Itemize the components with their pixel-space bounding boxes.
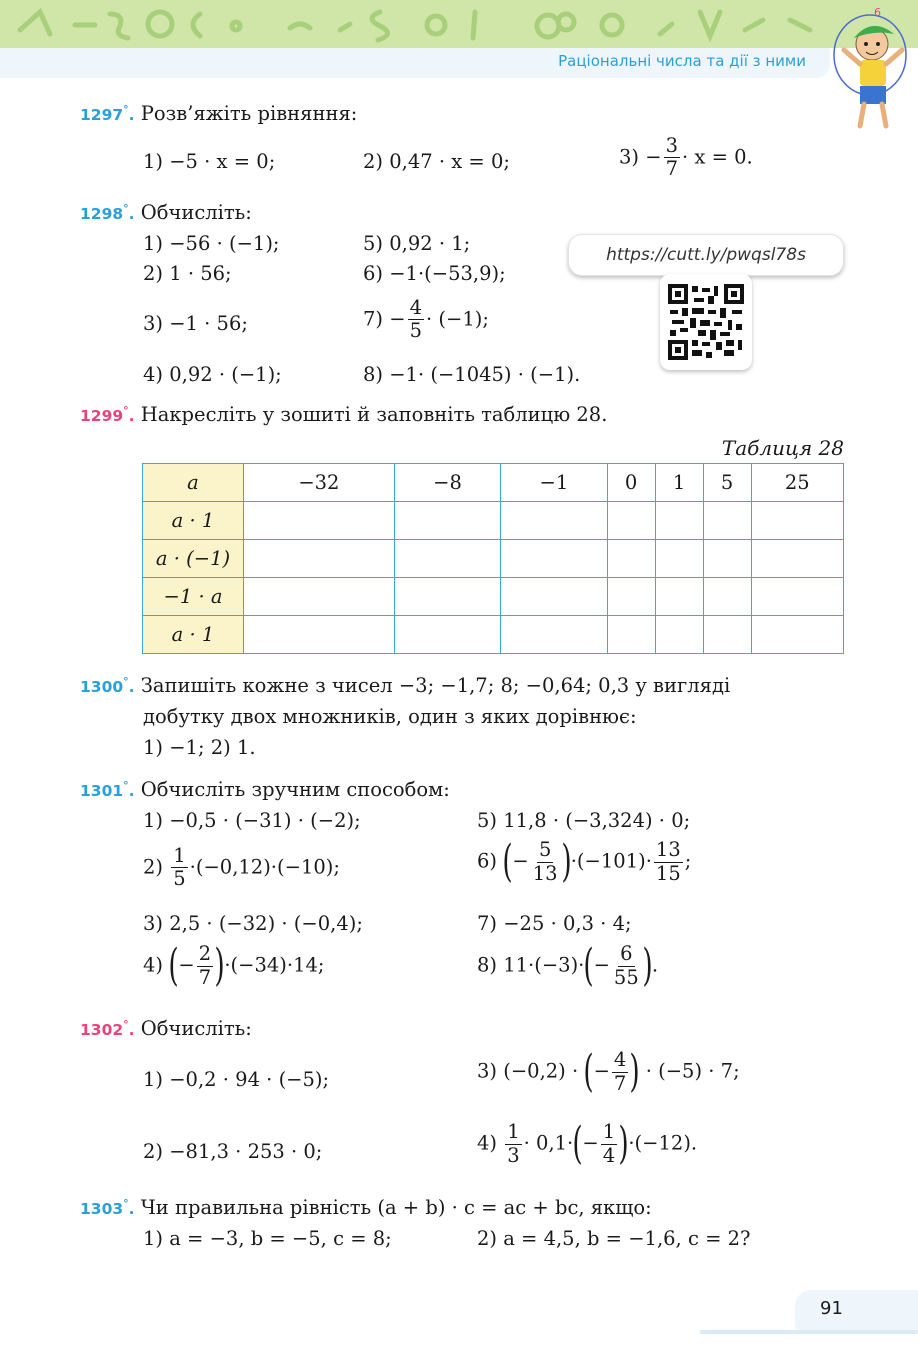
table-header-cell: −32 — [244, 464, 395, 502]
table-header-cell: −1 — [501, 464, 607, 502]
ex1302-item-4: 4) $\frac{1}{3}$ · 0,1·(− $\frac{1}{4}$ )·(−12). — [477, 1118, 698, 1169]
ex1298-item-4: 4) 0,92 · (−1); — [143, 363, 282, 386]
table-row-label: −1 · a — [143, 578, 244, 616]
table-cell-empty — [394, 502, 500, 540]
fraction: $\frac{1}{5}$ — [173, 844, 186, 891]
table-cell-empty — [501, 616, 607, 654]
exercise-text: Чи правильна рівність (a + b) · c = ac + bc, якщо: — [140, 1196, 652, 1219]
table-cell-empty — [703, 578, 751, 616]
qr-code[interactable] — [660, 274, 752, 370]
ex1301-item-6: 6) (− $\frac{5}{13}$ )·(−101)· $\frac{13}{15}$ ; — [477, 836, 692, 887]
table-caption: Таблиця 28 — [721, 436, 844, 460]
table-cell-empty — [244, 578, 395, 616]
table-cell-empty — [751, 616, 843, 654]
exercise-number: 1300 — [80, 678, 124, 696]
fraction: $\frac{6}{55}$ — [613, 942, 639, 989]
table-cell-empty — [501, 540, 607, 578]
fraction: $\frac{3}{7}$ — [665, 134, 678, 181]
table-cell-empty — [703, 502, 751, 540]
exercise-number: 1297 — [80, 106, 124, 124]
page-number: 91 — [820, 1298, 843, 1319]
fraction: $\frac{1}{3}$ — [507, 1120, 520, 1167]
ex1302-item-1: 1) −0,2 · 94 · (−5); — [143, 1068, 330, 1091]
table-cell-empty — [607, 502, 655, 540]
table-cell-empty — [751, 540, 843, 578]
resource-link[interactable]: https://cutt.ly/pwqsl78s — [568, 234, 844, 276]
ex1301-item-8: 8) 11·(−3)·(− $\frac{6}{55}$ ). — [477, 940, 659, 991]
table-row — [143, 616, 844, 654]
ex1301-item-1: 1) −0,5 · (−31) · (−2); — [143, 809, 361, 832]
table-row — [143, 502, 844, 540]
ex1302-item-3: 3) (−0,2) · (− $\frac{4}{7}$ ) · (−5) · 7; — [477, 1046, 740, 1097]
math-symbols-decoration — [0, 0, 918, 48]
exercise-text: Обчисліть: — [140, 1017, 252, 1040]
ex1301-item-3: 3) 2,5 · (−32) · (−0,4); — [143, 912, 363, 935]
exercise-1298-heading: 1298°. Обчисліть: — [80, 201, 252, 224]
exercise-1301-heading: 1301°. Обчисліть зручним способом: — [80, 778, 450, 801]
ex1303-item-1: 1) a = −3, b = −5, c = 8; — [143, 1227, 392, 1250]
table-header-cell: 1 — [655, 464, 703, 502]
exercise-1299-heading: 1299°. Накресліть у зошиті й заповніть таблицю 28. — [80, 403, 608, 426]
table-cell-empty — [703, 540, 751, 578]
fraction: $\frac{13}{15}$ — [655, 838, 681, 885]
table-cell-empty — [244, 540, 395, 578]
ex1301-item-4: 4) (− $\frac{2}{7}$ )·(−34)·14; — [143, 940, 325, 991]
table-cell-empty — [607, 616, 655, 654]
ex1303-item-2: 2) a = 4,5, b = −1,6, c = 2? — [477, 1227, 751, 1250]
table-cell-empty — [607, 578, 655, 616]
ex1301-item-7: 7) −25 · 0,3 · 4; — [477, 912, 632, 935]
table-cell-empty — [655, 502, 703, 540]
exercise-text: Розв’яжіть рівняння: — [140, 102, 358, 125]
ex1301-item-2: 2) $\frac{1}{5}$ ·(−0,12)·(−10); — [143, 844, 340, 891]
svg-text:6: 6 — [874, 6, 881, 19]
table-header-cell: a — [143, 464, 244, 502]
ex1297-item-3: 3) − $\frac{3}{7}$ · x = 0. — [619, 134, 753, 181]
table-cell-empty — [751, 578, 843, 616]
exercise-number: 1302 — [80, 1021, 124, 1039]
ex1298-item-6: 6) −1·(−53,9); — [363, 262, 506, 285]
fraction: $\frac{4}{5}$ — [409, 296, 422, 343]
table-row — [143, 464, 844, 502]
exercise-number: 1299 — [80, 407, 124, 425]
table-row-label: a · 1 — [143, 502, 244, 540]
fraction: $\frac{4}{7}$ — [613, 1048, 627, 1095]
table-cell-empty — [394, 540, 500, 578]
table-header-cell: 0 — [607, 464, 655, 502]
kid-mascot-illustration — [820, 0, 918, 130]
table-cell-empty — [501, 502, 607, 540]
exercise-1303-heading: 1303°. Чи правильна рівність (a + b) · c = ac + bc, якщо: — [80, 1196, 652, 1219]
ex1298-item-8: 8) −1· (−1045) · (−1). — [363, 363, 581, 386]
table-row-label: a · (−1) — [143, 540, 244, 578]
table-row — [143, 540, 844, 578]
table-cell-empty — [655, 616, 703, 654]
fraction: $\frac{2}{7}$ — [198, 942, 212, 989]
chapter-title: Раціональні числа та дії з ними — [558, 52, 806, 70]
fraction: $\frac{1}{4}$ — [602, 1120, 616, 1167]
ex1300-items: 1) −1; 2) 1. — [143, 736, 256, 759]
exercise-number: 1301 — [80, 782, 124, 800]
qr-code-icon — [668, 284, 744, 360]
table-header-cell: 5 — [703, 464, 751, 502]
ex1302-item-2: 2) −81,3 · 253 · 0; — [143, 1140, 323, 1163]
table-cell-empty — [394, 578, 500, 616]
exercise-text: Обчисліть: — [140, 201, 252, 224]
table-cell-empty — [244, 616, 395, 654]
ex1298-item-2: 2) 1 · 56; — [143, 262, 232, 285]
table-row-label: a · 1 — [143, 616, 244, 654]
table-cell-empty — [655, 540, 703, 578]
exercise-text: Запишіть кожне з чисел −3; −1,7; 8; −0,64; 0,3 у вигляді — [140, 674, 731, 697]
ex1298-item-1: 1) −56 · (−1); — [143, 232, 280, 255]
table-header-cell: 25 — [751, 464, 843, 502]
table-cell-empty — [607, 540, 655, 578]
table-cell-empty — [751, 502, 843, 540]
table-28 — [142, 463, 844, 654]
ex1301-item-5: 5) 11,8 · (−3,324) · 0; — [477, 809, 691, 832]
ex1300-line-2: добутку двох множників, один з яких дорівнює: — [143, 705, 637, 728]
exercise-number: 1298 — [80, 205, 124, 223]
table-cell-empty — [655, 578, 703, 616]
exercise-text: Накресліть у зошиті й заповніть таблицю 28. — [140, 403, 608, 426]
ex1297-item-2: 2) 0,47 · x = 0; — [363, 150, 510, 173]
ex1298-item-3: 3) −1 · 56; — [143, 312, 248, 335]
table-cell-empty — [703, 616, 751, 654]
exercise-text: Обчисліть зручним способом: — [140, 778, 450, 801]
exercise-number: 1303 — [80, 1200, 124, 1218]
fraction: $\frac{5}{13}$ — [532, 838, 558, 885]
ex1298-item-7: 7) − $\frac{4}{5}$ · (−1); — [363, 296, 489, 343]
exercise-1297-heading: 1297°. Розв’яжіть рівняння: — [80, 102, 358, 125]
table-cell-empty — [394, 616, 500, 654]
exercise-1300-heading: 1300°. Запишіть кожне з чисел −3; −1,7; 8; −0,64; 0,3 у вигляді — [80, 674, 731, 697]
page-number-tab — [795, 1290, 918, 1330]
table-header-cell: −8 — [394, 464, 500, 502]
exercise-1302-heading: 1302°. Обчисліть: — [80, 1017, 252, 1040]
ex1298-item-5: 5) 0,92 · 1; — [363, 232, 471, 255]
ex1297-item-1: 1) −5 · x = 0; — [143, 150, 276, 173]
table-cell-empty — [244, 502, 395, 540]
footer-divider — [700, 1330, 918, 1334]
table-cell-empty — [501, 578, 607, 616]
table-row — [143, 578, 844, 616]
header-banner — [0, 0, 918, 48]
